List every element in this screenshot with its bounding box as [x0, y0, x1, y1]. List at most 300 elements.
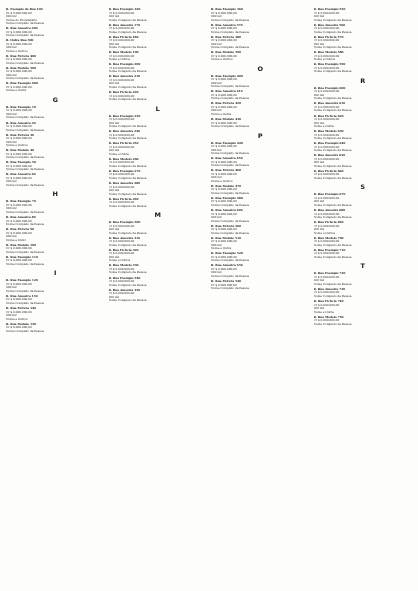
- entry-address: R. Rua Exemplo 640: [313, 142, 346, 146]
- entry-line: Nome e Outros: [108, 259, 131, 263]
- entry-line: Nome Completo da Pessoa: [6, 128, 44, 132]
- entry-line: Cr $ 0.000.000,00: [313, 240, 340, 244]
- entry-line: Cr $ 0.000.000,00: [313, 39, 340, 43]
- directory-entry: [109, 51, 208, 62]
- directory-entry: [109, 158, 208, 169]
- entry-line: Nome Completo da Pessoa: [108, 137, 147, 141]
- entry-line: Cr $ 0.000.000,00: [108, 66, 135, 70]
- entry-address: R. Rua Amostra 490: [211, 209, 243, 213]
- directory-entry: [211, 51, 310, 62]
- entry-line: Nome Completo da Pessoa: [313, 294, 352, 298]
- entry-line: Nome Completo da Pessoa: [211, 85, 249, 89]
- directory-entry: [314, 300, 413, 314]
- entry-line: 000 m2: [6, 112, 17, 116]
- entry-address: R. Rua Modelo 390: [211, 51, 242, 55]
- directory-section: [314, 77, 413, 181]
- entry-line: Nome Completo da Pessoa: [6, 250, 44, 254]
- entry-line: Cr $ 0.000.000,00: [313, 105, 340, 109]
- entry-line: Nome Completo da Pessoa: [108, 192, 147, 196]
- directory-entry: [6, 256, 105, 267]
- directory-entry: [211, 185, 310, 196]
- entry-address: R. Rua Modelo 750: [313, 315, 344, 319]
- entry-line: Nome Completo da Pessoa: [108, 98, 147, 102]
- entry-line: Nome Completo da Pessoa: [108, 46, 147, 50]
- entry-line: 000 m2: [313, 200, 325, 204]
- entry-line: Nome Completo da Pessoa: [313, 216, 352, 220]
- entry-line: Cr $ 0.000.000,00: [211, 255, 237, 259]
- entry-address: R. Rua Fictícia 220: [108, 91, 139, 95]
- directory-entry: [211, 225, 310, 236]
- directory-entry: [109, 264, 208, 275]
- entry-line: 000 m2: [211, 81, 222, 85]
- entry-line: Cr $ 0.000.000,00: [108, 27, 135, 31]
- entry-address: R. Rua Exemplo 230: [108, 114, 141, 118]
- directory-entry: [314, 51, 413, 62]
- entry-line: Cr $ 0.000.000,00: [211, 39, 237, 43]
- entry-line: 000 m2: [108, 42, 120, 46]
- section-letter-heading: H: [52, 190, 58, 199]
- entry-line: Nome e Outra: [313, 125, 334, 129]
- entry-address: R. Rua Amostra 610: [313, 102, 346, 106]
- column-1: [6, 8, 105, 585]
- entry-line: Cr $ 0.000.000,00: [6, 259, 32, 263]
- entry-line: Cr $ 0.000.000,00: [6, 247, 32, 251]
- entry-line: Nome e Outra: [313, 310, 334, 314]
- entry-line: Nome Completo da Pessoa: [108, 204, 147, 208]
- entry-line: Nome e Outros: [313, 231, 336, 235]
- entry-line: 000 m2: [6, 46, 17, 50]
- entry-line: Nome e Outros: [211, 58, 233, 62]
- entry-line: Nome Completo da Pessoa: [6, 301, 44, 305]
- directory-entry: [6, 216, 105, 227]
- directory-section: [211, 8, 310, 62]
- section-letter-heading: S: [360, 183, 366, 192]
- entry-address: R. Rua Fictícia 690: [313, 221, 344, 225]
- entry-line: Cr $ 0.000.000,00: [108, 118, 135, 122]
- entry-line: Cr $ 0.000.000,00: [211, 145, 237, 149]
- directory-entry: [109, 36, 208, 50]
- entry-line: Cr $ 0.000.000,00: [6, 164, 32, 168]
- entry-line: Nome Completo da Pessoa: [6, 34, 44, 38]
- entry-address: R. Rua Modelo 330: [108, 264, 139, 268]
- entry-line: Cr $ 0.000.000,00: [108, 39, 135, 43]
- entry-line: Nome Completo da Pessoa: [313, 70, 352, 74]
- entry-line: Cr $ 0.000.000,00: [313, 54, 340, 58]
- entry-line: Cr $ 0.000.000,00: [313, 66, 340, 70]
- entry-line: 000 m2: [211, 42, 222, 46]
- entry-address: R. Rua Amostra 240: [108, 130, 141, 134]
- entry-line: Cr $ 0.000.000,00: [211, 267, 237, 271]
- entry-address: R. Rua Amostra 410: [211, 90, 243, 94]
- entry-line: Nome Completo da Pessoa: [313, 203, 352, 207]
- directory-entry: [6, 279, 105, 293]
- directory-entry: [6, 244, 105, 255]
- directory-entry: [6, 67, 105, 81]
- entry-line: Cr $ 0.000.000,00: [313, 224, 340, 228]
- entry-line: Cr $ 0.000.000,00: [108, 267, 135, 271]
- entry-line: Nome e Outros: [6, 144, 28, 148]
- section-letter-heading: I: [54, 269, 57, 278]
- directory-entry: [211, 209, 310, 223]
- entry-line: Cr $ 0.000.000,00: [211, 11, 237, 15]
- entry-line: Cr $ 0.000.000,00: [211, 54, 237, 58]
- entry-line: Cr $ 0.000.000,00: [6, 125, 32, 129]
- entry-line: 000 m2: [108, 228, 120, 232]
- entry-line: Cr $ 0.000.000,00: [6, 109, 32, 113]
- entry-line: Cr $ 0.000.000,00: [313, 173, 340, 177]
- entry-address: R. Rua Exemplo 10: [6, 105, 36, 109]
- entry-line: Cr $ 0.000.000,00: [108, 78, 135, 82]
- entry-line: Nome Completo da Pessoa: [6, 116, 44, 120]
- entry-address: R. Rua Modelo 100: [6, 243, 37, 247]
- directory-entry: [211, 197, 310, 208]
- entry-line: Cr $ 0.000.000,00: [108, 280, 135, 283]
- entry-address: R. Rua Exemplo 710: [313, 248, 346, 252]
- entry-address: R. Rua Exemplo 520: [211, 252, 243, 256]
- entry-line: Nome Completo da Pessoa: [313, 97, 352, 101]
- directory-entry: [6, 8, 105, 26]
- directory-entry: [109, 8, 208, 22]
- column-2: [109, 8, 208, 585]
- entry-address: R. Rua Modelo 430: [211, 118, 242, 122]
- entry-address: R. Rua Amostra 170: [108, 23, 141, 27]
- entry-address: R. Rua Exemplo 360: [211, 8, 243, 11]
- entry-address: R. Rua Modelo 470: [211, 184, 242, 188]
- entry-line: 000 m2: [211, 15, 222, 18]
- directory-entry: [109, 24, 208, 35]
- entry-address: R. Rua Exemplo 160: [108, 8, 141, 11]
- entry-line: Cr $ 0.000.000,00: [6, 152, 32, 156]
- directory-entry: [6, 39, 105, 53]
- entry-line: Cr $ 0.000.000,00: [313, 157, 340, 161]
- entry-line: Cr $ 0.000.000,00: [313, 90, 340, 94]
- entry-address: R. Rua Fictícia 90: [6, 228, 35, 232]
- entry-line: Cr $ 0.000.000,00: [108, 133, 135, 137]
- entry-address: R. Rua Fictícia 30: [6, 133, 35, 137]
- entry-address: R. Rua Modelo 700: [313, 236, 344, 240]
- directory-entry: [314, 193, 413, 207]
- entry-address: R. Rua Modelo 260: [108, 157, 139, 161]
- entry-address: R. Rua Fictícia 250: [108, 142, 139, 146]
- entry-line: 000 m2: [211, 243, 222, 247]
- entry-line: Cr $ 0.000.000,00: [211, 200, 237, 204]
- entry-line: Nome Completo da Pessoa: [211, 203, 249, 207]
- entry-address: R. Rua Fictícia 540: [211, 280, 241, 283]
- entry-line: Cr $ 0.000.000,00: [313, 319, 340, 323]
- directory-entry: [6, 307, 105, 321]
- entry-line: Nome Completo da Pessoa: [108, 176, 147, 180]
- entry-address: R. Rua Modelo 190: [108, 51, 139, 55]
- entry-address: R. Rua Exemplo 600: [313, 86, 346, 90]
- directory-section: [109, 105, 208, 209]
- entry-address: R. Rua Modelo 500: [6, 66, 37, 70]
- entry-line: 000 m2: [108, 189, 120, 193]
- entry-address: R. Rua Amostra 560: [313, 23, 346, 27]
- entry-line: Cr $ 0.000.000,00: [108, 145, 135, 149]
- directory-section: [211, 65, 310, 129]
- entry-line: Nome Completo da Pessoa: [313, 282, 352, 286]
- directory-entry: [314, 272, 413, 286]
- entry-address: R. Exemplo de Rua 100: [6, 8, 43, 11]
- directory-entry: [109, 75, 208, 89]
- entry-line: Nome e Outra: [108, 152, 129, 156]
- entry-line: Nome Completo da Pessoa: [313, 30, 352, 34]
- entry-line: Cr $ 0.000.000,00: [6, 85, 32, 89]
- entry-line: Nome Completo da Pessoa: [108, 70, 147, 74]
- entry-address: R. Rua Fictícia 500: [211, 224, 241, 228]
- entry-line: 000 m2: [313, 228, 325, 232]
- entry-line: Nome Completo da Pessoa: [211, 152, 249, 156]
- directory-entry: [109, 182, 208, 196]
- directory-entry: [314, 170, 413, 181]
- directory-section: [211, 132, 310, 291]
- entry-line: Cr $ 0.000.000,00: [6, 11, 32, 15]
- entry-line: Cr $ 0.000.000,00: [6, 30, 32, 34]
- entry-address: R. Rua Exemplo 590: [313, 63, 346, 67]
- directory-entry: [6, 134, 105, 148]
- entry-address: R. Rua Fictícia 570: [313, 35, 344, 39]
- entry-address: R. Rua Fictícia 400: [6, 54, 36, 58]
- directory-entry: [211, 118, 310, 129]
- entry-line: Nome Completo da Pessoa: [313, 137, 352, 141]
- directory-entry: [314, 63, 413, 74]
- directory-section: [6, 269, 105, 333]
- directory-entry: [211, 157, 310, 168]
- entry-line: 000 m2: [6, 73, 17, 77]
- entry-line: Nome Completo da Pessoa: [6, 77, 44, 81]
- entry-address: R. Rua Amostra 650: [313, 154, 346, 158]
- entry-line: 000 m2: [108, 295, 120, 299]
- entry-line: Cr $ 0.000.000,00: [6, 231, 32, 235]
- entry-address: R. Rua Fictícia 420: [211, 102, 241, 106]
- entry-line: Nome Completo da Pessoa: [211, 164, 249, 168]
- entry-address: R. Rua Amostra 130: [6, 294, 38, 298]
- entry-address: R. Rua Amostra 210: [108, 75, 141, 79]
- directory-entry: [6, 82, 105, 93]
- directory-entry: [211, 264, 310, 278]
- entry-line: Cr $ 0.000.000,00: [108, 224, 135, 228]
- entry-address: R. Rua Exemplo 200: [108, 63, 141, 67]
- entry-address: R. Rua Exemplo 440: [211, 141, 243, 145]
- entry-address: R. Rua Fictícia 140: [6, 307, 36, 310]
- entry-line: Nome Completo da Pessoa: [108, 18, 147, 22]
- directory-entry: [6, 173, 105, 187]
- directory-entry: [314, 102, 413, 113]
- directory-entry: [6, 55, 105, 66]
- entry-line: Cr $ 0.000.000,00: [313, 196, 340, 200]
- directory-entry: [6, 323, 105, 334]
- entry-line: Cr $ 0.000.000,00: [211, 228, 237, 232]
- section-letter-heading: T: [360, 262, 365, 271]
- entry-line: Nome e Outro: [6, 238, 27, 242]
- entry-line: Nome Completo da Pessoa: [313, 164, 352, 168]
- entry-line: Cr $ 0.000.000,00: [313, 303, 340, 307]
- entry-address: R. Rua Amostra 350: [108, 288, 141, 292]
- entry-line: Nome Completo da Pessoa: [6, 156, 44, 160]
- entry-line: Cr $ 0.000.000,00: [6, 58, 32, 62]
- entry-address: R. Rua Amostra 60: [6, 173, 36, 177]
- directory-section: [314, 8, 413, 74]
- directory-entry: [211, 252, 310, 263]
- entry-address: R. Rua Fictícia 320: [108, 248, 139, 252]
- entry-line: 000 m2: [6, 180, 17, 184]
- directory-entry: [6, 200, 105, 214]
- entry-line: 000 m2: [313, 279, 325, 283]
- entry-line: Cr $ 0.000.000,00: [211, 172, 237, 176]
- entry-line: 000 m2: [108, 82, 120, 86]
- entry-line: Cr $ 0.000.000,00: [6, 42, 32, 46]
- entry-line: Cr $ 0.000.000,00: [6, 298, 32, 302]
- entry-address: R. Rua Fictícia 290: [108, 197, 139, 201]
- entry-line: Cr $ 0.000.000,00: [6, 310, 32, 314]
- entry-address: R. Rua Exemplo 480: [211, 196, 243, 200]
- entry-line: Nome Completo da Pessoa: [313, 255, 352, 259]
- entry-line: Cr $ 0.000.000,00: [6, 176, 32, 180]
- directory-entry: [314, 36, 413, 50]
- entry-line: Nome Completo da Pessoa: [108, 231, 147, 235]
- entry-address: R. Rua Amostra 730: [313, 287, 346, 291]
- entry-line: Cr $ 0.000.000,00: [6, 137, 32, 141]
- entry-line: Nome Completo da Pessoa: [6, 22, 44, 25]
- entry-line: 000 m2: [313, 307, 325, 310]
- entry-line: 000 m2: [6, 314, 17, 317]
- directory-entry: [109, 237, 208, 248]
- entry-line: Cr $ 0.000.000,00: [108, 240, 135, 244]
- entry-address: R. Rua Exemplo 50: [6, 161, 36, 165]
- entry-address: R. Rua Modelo 150: [6, 322, 37, 326]
- entry-line: Cr $ 0.000.000,00: [313, 145, 340, 149]
- directory-section: [314, 262, 413, 326]
- entry-line: Nome Completo da Pessoa: [313, 109, 352, 113]
- entry-address: R. Rua Exemplo 70: [6, 200, 36, 204]
- entry-line: Cr $ 0.000.000,00: [6, 326, 32, 330]
- entry-line: Nome Completo da Pessoa: [211, 46, 249, 50]
- entry-line: 000 m2: [211, 271, 222, 275]
- directory-section: [109, 8, 208, 102]
- directory-entry: [6, 161, 105, 172]
- directory-entry: [314, 142, 413, 153]
- directory-entry: [211, 8, 310, 22]
- entry-line: Cr $ 0.000.000,00: [6, 70, 32, 74]
- entry-line: Cr $ 0.000.000,00: [108, 161, 135, 165]
- entry-line: 000 m2: [108, 121, 120, 125]
- entry-line: Nome e Outra: [6, 89, 27, 93]
- entry-line: Nome Completo da Pessoa: [313, 176, 352, 180]
- entry-line: Cr $ 0.000.000,00: [211, 160, 237, 164]
- entry-line: Nome e Outros: [6, 49, 28, 53]
- entry-line: 000 m2: [108, 255, 120, 259]
- directory-entry: [314, 316, 413, 327]
- directory-entry: [6, 228, 105, 242]
- entry-line: Cr $ 0.000.000,00: [6, 219, 32, 223]
- directory-section: [6, 96, 105, 187]
- entry-line: Nome e Outros: [108, 58, 131, 62]
- section-letter-heading: P: [257, 131, 263, 140]
- directory-entry: [211, 36, 310, 50]
- entry-line: 000 m2: [108, 149, 120, 153]
- entry-line: Nome e Outra: [211, 247, 232, 251]
- entry-line: Cr $ 0.000.000,00: [313, 27, 340, 31]
- entry-line: Nome Completo da Pessoa: [211, 259, 249, 263]
- entry-line: Nome Completo da Pessoa: [211, 30, 249, 34]
- entry-line: Nome Completo da Pessoa: [211, 274, 249, 278]
- entry-address: R. Rua Fictícia 180: [108, 35, 139, 39]
- entry-line: Nome Completo da Pessoa: [211, 18, 249, 22]
- entry-address: R. Rua Fictícia 660: [313, 169, 344, 173]
- entry-line: 000 m2: [6, 140, 17, 144]
- entry-line: Nome Completo da Pessoa: [6, 329, 44, 333]
- entry-line: Cr $ 0.000.000,00: [108, 173, 135, 177]
- entry-address: R. Rua Modelo 580: [313, 51, 344, 55]
- entry-line: Nome e Outros: [211, 179, 233, 183]
- entry-line: 000 m2: [211, 216, 222, 220]
- directory-entry: [109, 249, 208, 263]
- entry-address: R. Rua Exemplo 120: [6, 279, 38, 283]
- directory-entry: [109, 277, 208, 288]
- entry-line: Nome Completo da Pessoa: [6, 223, 44, 227]
- entry-line: Cr $ 0.000.000,00: [108, 185, 135, 189]
- directory-section: [314, 183, 413, 259]
- entry-line: 000 m2: [313, 161, 325, 165]
- directory-entry: [109, 289, 208, 303]
- column-4: [314, 8, 413, 585]
- entry-line: Cr $ 0.000.000,00: [313, 275, 340, 279]
- directory-section: [109, 211, 208, 302]
- entry-line: Nome Completo da Pessoa: [6, 262, 44, 266]
- entry-address: R. Rua Exemplo 550: [313, 8, 346, 11]
- section-letter-heading: M: [154, 211, 161, 220]
- directory-entry: [314, 209, 413, 220]
- entry-line: Nome Completo da Pessoa: [108, 30, 147, 34]
- entry-address: R. Rua Amostra 80: [6, 216, 36, 220]
- entry-line: 000 m2: [6, 235, 17, 239]
- entry-line: 000 m2: [211, 109, 222, 113]
- entry-address: R. Rua Amostra 200: [6, 27, 38, 31]
- directory-entry: [6, 27, 105, 38]
- entry-line: Cr $ 0.000.000,00: [313, 133, 340, 137]
- entry-line: Nome Completo da Pessoa: [108, 164, 147, 168]
- directory-entry: [211, 237, 310, 251]
- entry-line: Nome Completo da Pessoa: [211, 231, 249, 235]
- entry-line: Cr $ 0.000.000,00: [211, 78, 237, 82]
- entry-line: Cr $ 0.000.000,00: [108, 201, 135, 205]
- entry-line: Nome e Outros: [313, 58, 336, 62]
- directory-entry: [109, 198, 208, 209]
- entry-line: Nome Completo da Pessoa: [313, 149, 352, 153]
- directory-entry: [314, 8, 413, 22]
- entry-line: 000 m2: [313, 121, 325, 125]
- directory-entry: [109, 170, 208, 181]
- column-3: [211, 8, 310, 585]
- entry-line: 000 m2: [6, 286, 17, 290]
- entry-line: Cr $ 0.000.000,00: [313, 11, 340, 15]
- entry-line: Cr $ 0.000.000,00: [211, 240, 237, 244]
- directory-entry: [6, 122, 105, 133]
- entry-address: R. Rua Modelo 40: [6, 149, 35, 153]
- entry-line: Cr $ 0.000.000,00: [211, 27, 237, 31]
- entry-address: R. Rua Fictícia 460: [211, 169, 241, 173]
- directory-entry: [109, 63, 208, 74]
- entry-line: Nome Completo da Pessoa: [313, 322, 352, 326]
- entry-line: Cr $ 0.000.000,00: [313, 118, 340, 122]
- entry-address: R. Rua Exemplo 110: [6, 255, 38, 259]
- directory-entry: [314, 221, 413, 235]
- directory-entry: [314, 249, 413, 260]
- entry-address: R. Rua Fictícia 620: [313, 114, 344, 118]
- entry-line: 000 m2: [313, 93, 325, 97]
- entry-line: Nome Completo da Pessoa: [6, 168, 44, 172]
- section-letter-heading: R: [360, 76, 366, 85]
